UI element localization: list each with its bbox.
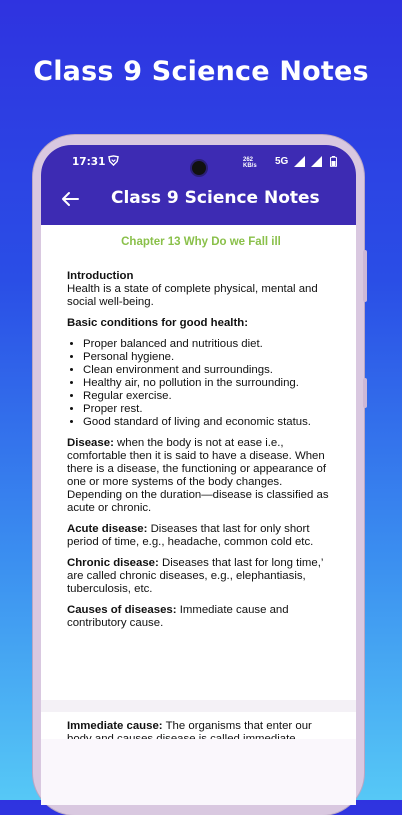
intro-heading: Introduction xyxy=(67,270,134,282)
acute-text: Diseases that last for only short period of time, e.g., headache, common cold etc. xyxy=(67,523,314,548)
phone-screen xyxy=(41,145,356,805)
acute-paragraph xyxy=(67,523,335,549)
causes-text: Immediate cause and contributory cause. xyxy=(67,604,289,629)
disease-text-2: Depending on the duration—disease is classified as acute or chronic. xyxy=(67,489,329,514)
acute-label: Acute disease: xyxy=(67,523,148,535)
back-arrow-icon[interactable] xyxy=(61,191,79,207)
vpn-shield-icon xyxy=(108,155,119,166)
list-item: • Good standard of living and economic status. xyxy=(83,416,335,429)
promo-title: Class 9 Science Notes xyxy=(33,56,369,87)
app-title: Class 9 Science Notes xyxy=(111,188,320,208)
status-time: 17:31 xyxy=(72,156,106,168)
chronic-label: Chronic disease: xyxy=(67,557,159,569)
disease-label: Disease: xyxy=(67,437,114,449)
bottom-nav-area xyxy=(41,739,356,805)
volume-button xyxy=(363,250,367,302)
immediate-label: Immediate cause: xyxy=(67,720,163,732)
list-item: • Personal hygiene. xyxy=(83,351,335,364)
chronic-text: Diseases that last for long time,’ are called chronic diseases, e.g., elephantiasis, tuberculosis, etc. xyxy=(67,557,323,595)
immediate-text: The organisms that enter our xyxy=(165,720,312,732)
section-divider xyxy=(41,700,356,712)
conditions-list xyxy=(67,338,335,429)
list-item: • Proper rest. xyxy=(83,403,335,416)
intro-text: Health is a state of complete physical, mental and social well-being. xyxy=(67,283,318,308)
list-item: • Healthy air, no pollution in the surrounding. xyxy=(83,377,335,390)
signal-icon-2 xyxy=(311,156,322,167)
network-speed xyxy=(243,157,257,169)
list-item: • Regular exercise. xyxy=(83,390,335,403)
battery-icon xyxy=(330,156,337,167)
network-speed-unit: KB/s xyxy=(243,163,257,169)
disease-text: when the body is not at ease i.e., comfortable then it is said to have a disease. When there is a disease, the functioning or appearance of one or more systems of the body changes. xyxy=(67,437,326,488)
front-camera xyxy=(192,161,206,175)
signal-icon xyxy=(294,156,305,167)
causes-label: Causes of diseases: xyxy=(67,604,177,616)
list-item: • Clean environment and surroundings. xyxy=(83,364,335,377)
network-speed-value: 262 xyxy=(243,157,254,163)
chapter-title: Chapter 13 Why Do we Fall ill xyxy=(121,236,281,248)
network-type: 5G xyxy=(275,156,289,167)
status-bar xyxy=(41,153,356,173)
disease-paragraph xyxy=(67,437,335,515)
conditions-heading: Basic conditions for good health: xyxy=(67,317,248,329)
power-button xyxy=(363,378,367,408)
article-content xyxy=(67,225,335,638)
list-item: • Proper balanced and nutritious diet. xyxy=(83,338,335,351)
causes-paragraph xyxy=(67,604,335,630)
chronic-paragraph xyxy=(67,557,335,596)
